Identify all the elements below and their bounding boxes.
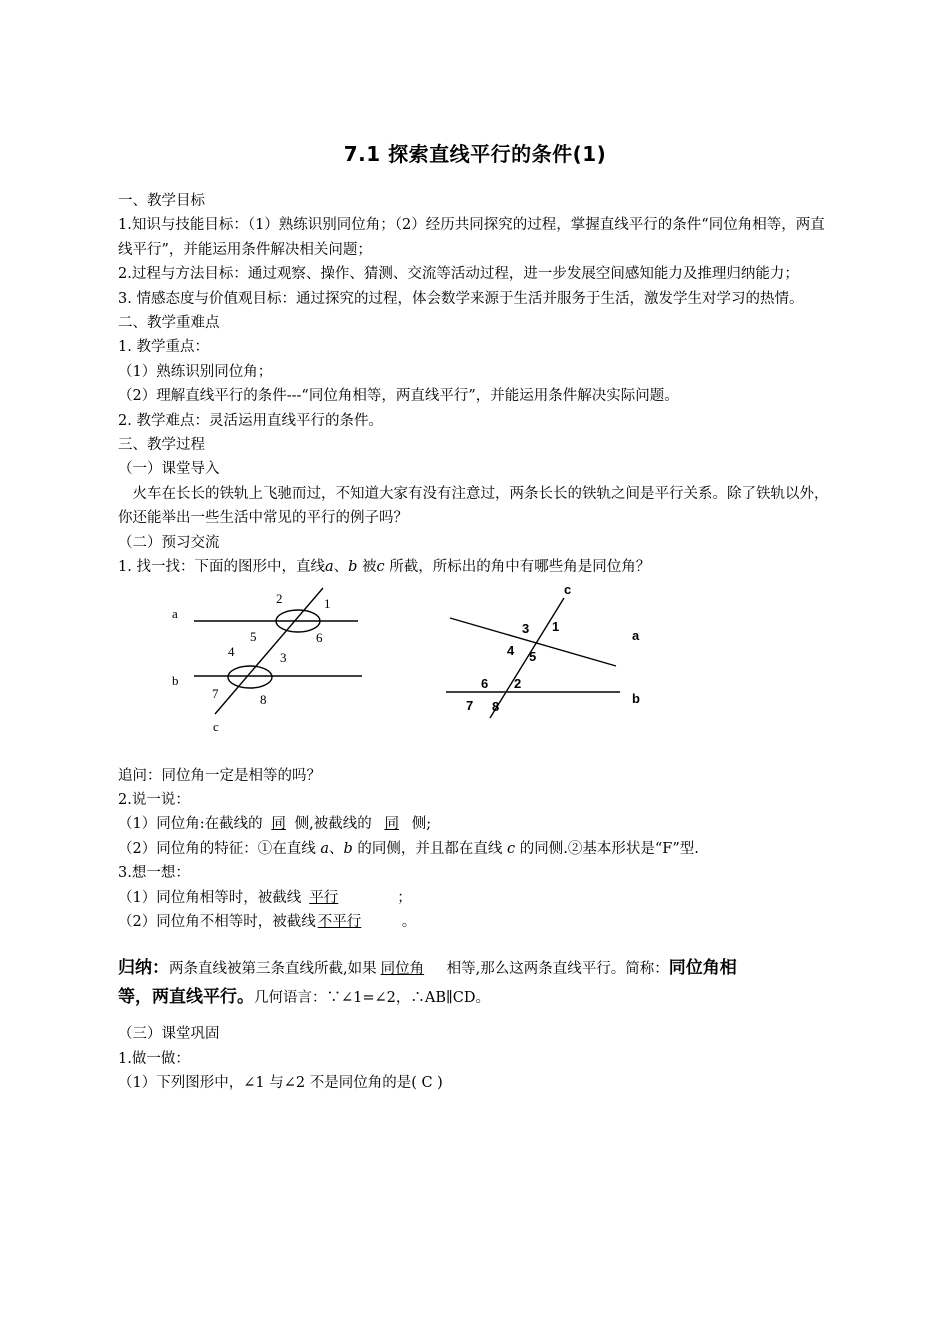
line-c — [490, 598, 564, 718]
label-c: c — [564, 585, 572, 597]
paragraph: （1）同位角相等时，被截线 平行 ； — [118, 886, 838, 910]
paragraph: 2.过程与方法目标：通过观察、操作、猜测、交流等活动过程，进一步发展空间感知能力及推理归纳能力； — [118, 266, 799, 283]
angle-label: 8 — [492, 698, 500, 714]
angle-arc — [228, 666, 272, 688]
angle-label: 7 — [466, 697, 474, 713]
paragraph: 1. 教学重点： — [118, 339, 209, 356]
angle-label: 3 — [522, 620, 530, 636]
angle-label: 3 — [280, 649, 287, 665]
paragraph: （2）理解直线平行的条件---“同位角相等，两直线平行”，并能运用条件解决实际问题。 — [118, 388, 679, 405]
summary-paragraph: 归纳：两条直线被第三条直线所截,如果 同位角 相等,那么这两条直线平行。简称：同位角相 等，两直线平行。几何语言：∵∠1=∠2，∴AB∥CD。 — [118, 954, 838, 1012]
paragraph: （2）同位角不相等时，被截线 不平行 。 — [118, 910, 838, 934]
angle-label: 6 — [481, 675, 489, 691]
angle-label: 2 — [276, 590, 283, 606]
paragraph: 3. 情感态度与价值观目标：通过探究的过程，体会数学来源于生活并服务于生活，激发学生对学习的热情。 — [118, 290, 804, 307]
figures-row — [118, 586, 838, 754]
paragraph: 3.想一想： — [118, 865, 190, 882]
angle-label: 1 — [324, 595, 331, 611]
label-a: a — [632, 627, 640, 643]
label-b: b — [172, 672, 179, 688]
paragraph: 追问：同位角一定是相等的吗？ — [118, 767, 321, 784]
section-heading: 一、教学目标 — [118, 193, 205, 209]
paragraph: 2. 教学难点：灵活运用直线平行的条件。 — [118, 412, 383, 429]
angle-label: 4 — [507, 642, 515, 658]
fill-blank: 同 — [271, 816, 286, 833]
figure-left — [142, 586, 372, 754]
question: 1. 找一找：下面的图形中，直线a、b 被c 所截，所标出的角中有哪些角是同位角？ — [118, 559, 651, 576]
fill-blank: 不平行 — [317, 913, 362, 930]
angle-label: 2 — [514, 675, 522, 691]
paragraph: （1）熟练识别同位角； — [118, 363, 273, 380]
paragraph: 1.做一做： — [118, 1050, 190, 1067]
document-body — [118, 189, 838, 1096]
angle-label: 5 — [529, 648, 537, 664]
angle-label: 8 — [260, 691, 267, 707]
paragraph: 火车在长长的铁轨上飞驰而过，不知道大家有没有注意过，两条长长的铁轨之间是平行关系。除了铁轨以外，你还能举出一些生活中常见的平行的例子吗？ — [118, 485, 829, 527]
summary-bold: 同位角相 — [668, 958, 737, 979]
paragraph: 2.说一说： — [118, 791, 190, 808]
angle-label: 5 — [250, 628, 257, 644]
subsection-heading: （二）预习交流 — [118, 534, 220, 551]
subsection-heading: （三）课堂巩固 — [118, 1026, 220, 1043]
angle-label: 7 — [212, 685, 219, 701]
section-heading: 三、教学过程 — [118, 437, 205, 454]
section-heading: 二、教学重难点 — [118, 315, 220, 332]
figure-right — [440, 586, 680, 754]
paragraph: （2）同位角的特征：①在直线 a、b 的同侧，并且都在直线 c 的同侧.②基本形状是“F”型. — [118, 840, 699, 857]
fill-blank: 同 — [384, 816, 399, 833]
label-a: a — [172, 605, 178, 621]
label-b: b — [632, 690, 640, 706]
angle-label: 4 — [228, 643, 235, 659]
paragraph: （1）下列图形中，∠1 与∠2 不是同位角的是( C ) — [118, 1075, 443, 1092]
label-c: c — [213, 718, 219, 734]
angle-label: 6 — [316, 629, 323, 645]
angle-label: 1 — [552, 618, 560, 634]
summary-label: 归纳： — [118, 958, 169, 979]
fill-blank: 同位角 — [380, 961, 425, 978]
paragraph: （1）同位角:在截线的 同 侧,被截线的 同 侧; — [118, 812, 838, 836]
subsection-heading: （一）课堂导入 — [118, 461, 220, 478]
paragraph: 1.知识与技能目标：（1）熟练识别同位角；（2）经历共同探究的过程，掌握直线平行的条件“同位角相等，两直线平行”，并能运用条件解决相关问题； — [118, 217, 825, 258]
fill-blank: 平行 — [309, 889, 339, 906]
page-title: 7.1 探索直线平行的条件(1) — [343, 142, 607, 166]
summary-bold: 等，两直线平行。 — [118, 987, 254, 1008]
